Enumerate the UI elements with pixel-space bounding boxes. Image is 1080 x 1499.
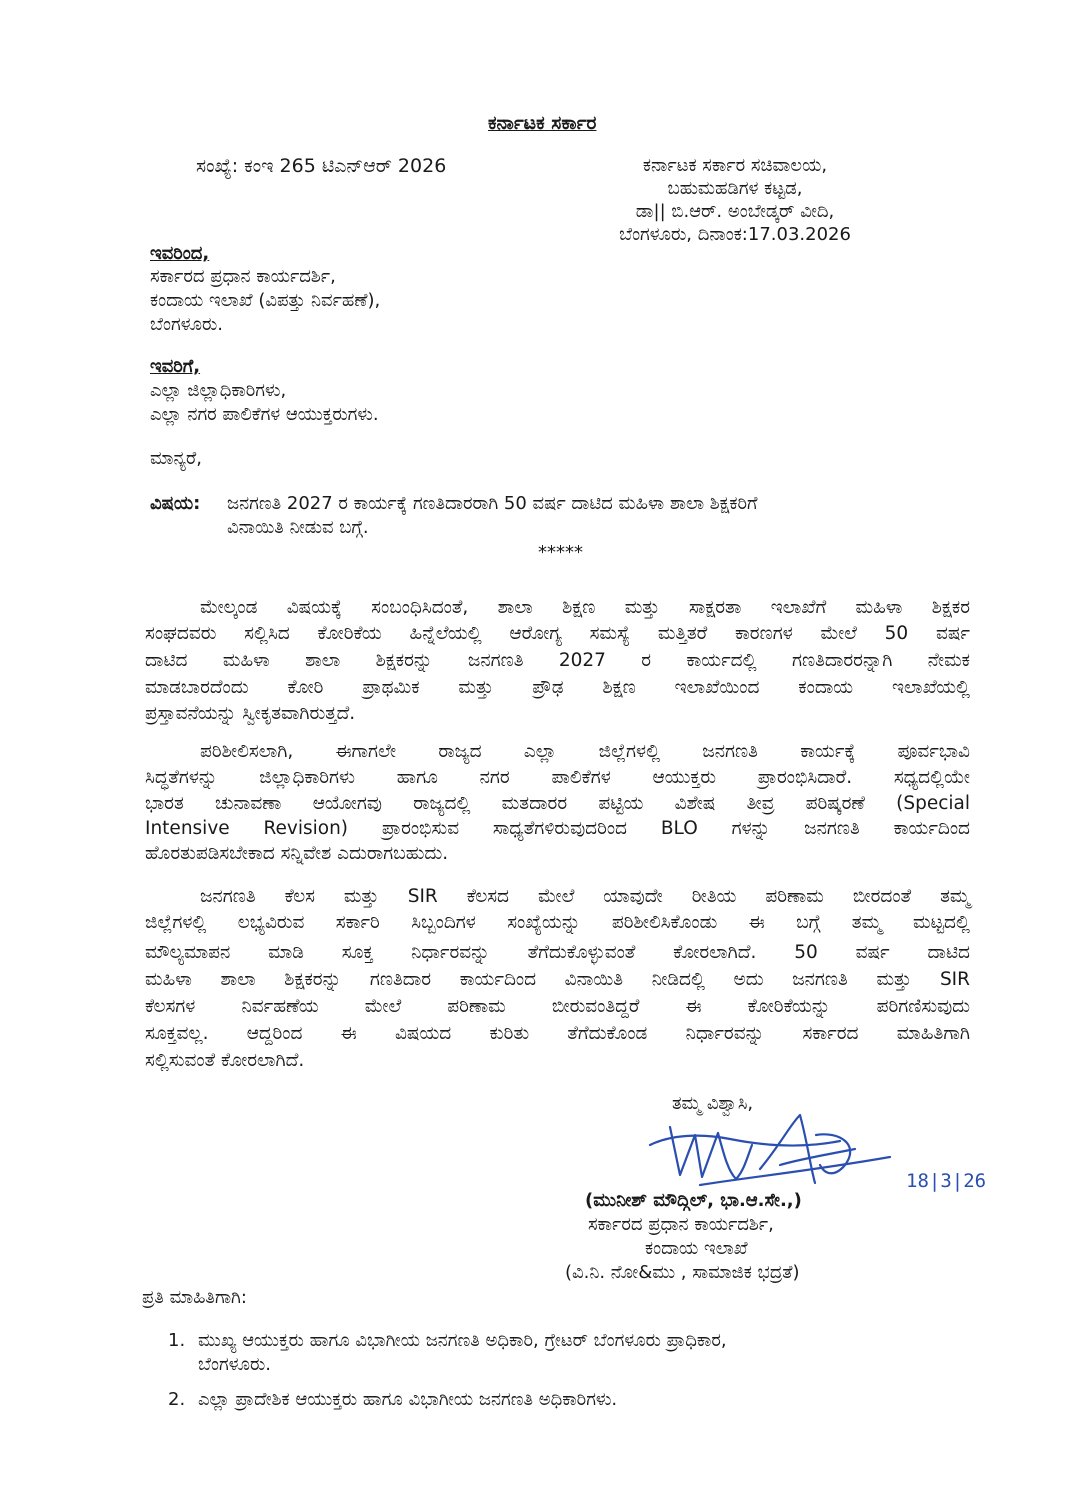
signatory-section: (ವಿ.ನಿ. ನೋ&ಮು , ಸಾಮಾಜಿಕ ಭದ್ರತೆ) [565, 1262, 800, 1283]
paragraph-line: ಕೆಲಸಗಳ ನಿರ್ವಹಣೆಯ ಮೇಲೆ ಪರಿಣಾಮ ಬೀರುವಂತಿದ್ದರೆ ಈ ಕೋರಿಕೆಯನ್ನು ಪರಿಗಣಿಸುವುದು [145, 996, 970, 1017]
address-line: ಡಾ|| ಬಿ.ಆರ್. ಅಂಬೇಡ್ಕರ್ ವೀದಿ, [635, 201, 835, 222]
signatory-name: (ಮುನೀಶ್ ಮೌದ್ಗಿಲ್, ಭಾ.ಆ.ಸೇ.,) [585, 1190, 802, 1211]
paragraph-line: ಮಹಿಳಾ ಶಾಲಾ ಶಿಕ್ಷಕರನ್ನು ಗಣತಿದಾರ ಕಾರ್ಯದಿಂದ ವಿನಾಯಿತಿ ನೀಡಿದಲ್ಲಿ ಅದು ಜನಗಣತಿ ಮತ್ತು SIR [145, 969, 970, 990]
handwritten-date: 18|3|26 [906, 1170, 987, 1192]
paragraph-line: ಮೌಲ್ಯಮಾಪನ ಮಾಡಿ ಸೂಕ್ತ ನಿರ್ಧಾರವನ್ನು ತೆಗೆದುಕೊಳ್ಳುವಂತೆ ಕೋರಲಾಗಿದೆ. 50 ವರ್ಷ ದಾಟಿದ [145, 942, 970, 963]
subject-line: ವಿನಾಯಿತಿ ನೀಡುವ ಬಗ್ಗೆ. [227, 517, 369, 538]
subject-line: ಜನಗಣತಿ 2027 ರ ಕಾರ್ಯಕ್ಕೆ ಗಣತಿದಾರರಾಗಿ 50 ವರ್ಷ ದಾಟಿದ ಮಹಿಳಾ ಶಾಲಾ ಶಿಕ್ಷಕರಿಗೆ [227, 493, 758, 514]
closing: ತಮ್ಮ ವಿಶ್ವಾಸಿ, [672, 1093, 754, 1114]
paragraph-line: ಮಾಡಬಾರದೆಂದು ಕೋರಿ ಪ್ರಾಥಮಿಕ ಮತ್ತು ಪ್ರೌಢ ಶಿಕ್ಷಣ ಇಲಾಖೆಯಿಂದ ಕಂದಾಯ ಇಲಾಖೆಯಲ್ಲಿ [145, 677, 970, 698]
paragraph-line: ಜಿಲ್ಲೆಗಳಲ್ಲಿ ಲಭ್ಯವಿರುವ ಸರ್ಕಾರಿ ಸಿಬ್ಬಂದಿಗಳ ಸಂಖ್ಯೆಯನ್ನು ಪರಿಶೀಲಿಸಿಕೊಂಡು ಈ ಬಗ್ಗೆ ತಮ್ಮ ಮಟ್ಟದಲ್ಲಿ [145, 912, 970, 933]
salutation: ಮಾನ್ಯರೆ, [150, 448, 202, 469]
separator: ***** [538, 542, 583, 563]
list-item-number: 2. [168, 1389, 186, 1410]
from-label: ಇವರಿಂದ, [150, 243, 210, 264]
reference-number: ಸಂಖ್ಯೆ: ಕಂಇ 265 ಟಿಎನ್ಆರ್ 2026 [196, 155, 447, 177]
from-line: ಕಂದಾಯ ಇಲಾಖೆ (ವಿಪತ್ತು ನಿರ್ವಹಣೆ), [150, 290, 381, 311]
paragraph-line: Intensive Revision) ಪ್ರಾರಂಭಿಸುವ ಸಾಧ್ಯತೆಗಳಿರುವುದರಿಂದ BLO ಗಳನ್ನು ಜನಗಣತಿ ಕಾರ್ಯದಿಂದ [145, 818, 970, 839]
list-item: ಬೆಂಗಳೂರು. [198, 1354, 271, 1375]
letter-date: ಬೆಂಗಳೂರು, ದಿನಾಂಕ:17.03.2026 [619, 224, 851, 245]
paragraph-line: ಸಲ್ಲಿಸುವಂತೆ ಕೋರಲಾಗಿದೆ. [145, 1050, 305, 1071]
paragraph-line: ಜನಗಣತಿ ಕೆಲಸ ಮತ್ತು SIR ಕೆಲಸದ ಮೇಲೆ ಯಾವುದೇ ರೀತಿಯ ಪರಿಣಾಮ ಬೀರದಂತೆ ತಮ್ಮ [200, 886, 970, 907]
paragraph-line: ಪರಿಶೀಲಿಸಲಾಗಿ, ಈಗಾಗಲೇ ರಾಜ್ಯದ ಎಲ್ಲಾ ಜಿಲ್ಲೆಗಳಲ್ಲಿ ಜನಗಣತಿ ಕಾರ್ಯಕ್ಕೆ ಪೂರ್ವಭಾವಿ [200, 741, 970, 762]
list-item-number: 1. [168, 1330, 186, 1351]
paragraph-line: ಮೇಲ್ಕಂಡ ವಿಷಯಕ್ಕೆ ಸಂಬಂಧಿಸಿದಂತೆ, ಶಾಲಾ ಶಿಕ್ಷಣ ಮತ್ತು ಸಾಕ್ಷರತಾ ಇಲಾಖೆಗೆ ಮಹಿಳಾ ಶಿಕ್ಷಕರ [200, 597, 970, 618]
paragraph-line: ದಾಟಿದ ಮಹಿಳಾ ಶಾಲಾ ಶಿಕ್ಷಕರನ್ನು ಜನಗಣತಿ 2027 ರ ಕಾರ್ಯದಲ್ಲಿ ಗಣತಿದಾರರನ್ನಾಗಿ ನೇಮಕ [145, 650, 970, 671]
list-item: ಎಲ್ಲಾ ಪ್ರಾದೇಶಿಕ ಆಯುಕ್ತರು ಹಾಗೂ ವಿಭಾಗೀಯ ಜನಗಣತಿ ಅಧಿಕಾರಿಗಳು. [198, 1389, 618, 1410]
from-line: ಬೆಂಗಳೂರು. [150, 314, 223, 335]
from-line: ಸರ್ಕಾರದ ಪ್ರಧಾನ ಕಾರ್ಯದರ್ಶಿ, [150, 266, 336, 287]
paragraph-line: ಹೊರತುಪಡಿಸಬೇಕಾದ ಸನ್ನಿವೇಶ ಎದುರಾಗಬಹುದು. [145, 843, 449, 864]
to-label: ಇವರಿಗೆ, [150, 356, 201, 377]
to-line: ಎಲ್ಲಾ ಜಿಲ್ಲಾಧಿಕಾರಿಗಳು, [150, 380, 287, 401]
paragraph-line: ಸೂಕ್ತವಲ್ಲ. ಆದ್ದರಿಂದ ಈ ವಿಷಯದ ಕುರಿತು ತೆಗೆದುಕೊಂಡ ನಿರ್ಧಾರವನ್ನು ಸರ್ಕಾರದ ಮಾಹಿತಿಗಾಗಿ [145, 1023, 970, 1044]
list-item: ಮುಖ್ಯ ಆಯುಕ್ತರು ಹಾಗೂ ವಿಭಾಗೀಯ ಜನಗಣತಿ ಅಧಿಕಾರಿ, ಗ್ರೇಟರ್ ಬೆಂಗಳೂರು ಪ್ರಾಧಿಕಾರ, [198, 1330, 727, 1351]
paragraph-line: ಭಾರತ ಚುನಾವಣಾ ಆಯೋಗವು ರಾಜ್ಯದಲ್ಲಿ ಮತದಾರರ ಪಟ್ಟಿಯ ವಿಶೇಷ ತೀವ್ರ ಪರಿಷ್ಕರಣೆ (Special [145, 793, 970, 814]
signatory-department: ಕಂದಾಯ ಇಲಾಖೆ [645, 1238, 748, 1259]
paragraph-line: ಸಂಘದವರು ಸಲ್ಲಿಸಿದ ಕೋರಿಕೆಯ ಹಿನ್ನೆಲೆಯಲ್ಲಿ ಆರೋಗ್ಯ ಸಮಸ್ಯೆ ಮತ್ತಿತರೆ ಕಾರಣಗಳ ಮೇಲೆ 50 ವರ್ಷ [145, 623, 970, 644]
paragraph-line: ಸಿದ್ಧತೆಗಳನ್ನು ಜಿಲ್ಲಾಧಿಕಾರಿಗಳು ಹಾಗೂ ನಗರ ಪಾಲಿಕೆಗಳ ಆಯುಕ್ತರು ಪ್ರಾರಂಭಿಸಿದಾರೆ. ಸಧ್ಯದಲ್ಲಿಯೇ [145, 767, 970, 788]
signatory-designation: ಸರ್ಕಾರದ ಪ್ರಧಾನ ಕಾರ್ಯದರ್ಶಿ, [588, 1214, 774, 1235]
paragraph-line: ಪ್ರಸ್ತಾವನೆಯನ್ನು ಸ್ವೀಕೃತವಾಗಿರುತ್ತದೆ. [145, 703, 356, 724]
address-line: ಕರ್ನಾಟಕ ಸರ್ಕಾರ ಸಚಿವಾಲಯ, [642, 155, 828, 176]
copy-label: ಪ್ರತಿ ಮಾಹಿತಿಗಾಗಿ: [142, 1287, 247, 1308]
document-title: ಕರ್ನಾಟಕ ಸರ್ಕಾರ [488, 112, 597, 134]
subject-label: ವಿಷಯ: [150, 493, 201, 514]
address-line: ಬಹುಮಹಡಿಗಳ ಕಟ್ಟಡ, [667, 178, 803, 199]
to-line: ಎಲ್ಲಾ ನಗರ ಪಾಲಿಕೆಗಳ ಆಯುಕ್ತರುಗಳು. [150, 404, 379, 425]
